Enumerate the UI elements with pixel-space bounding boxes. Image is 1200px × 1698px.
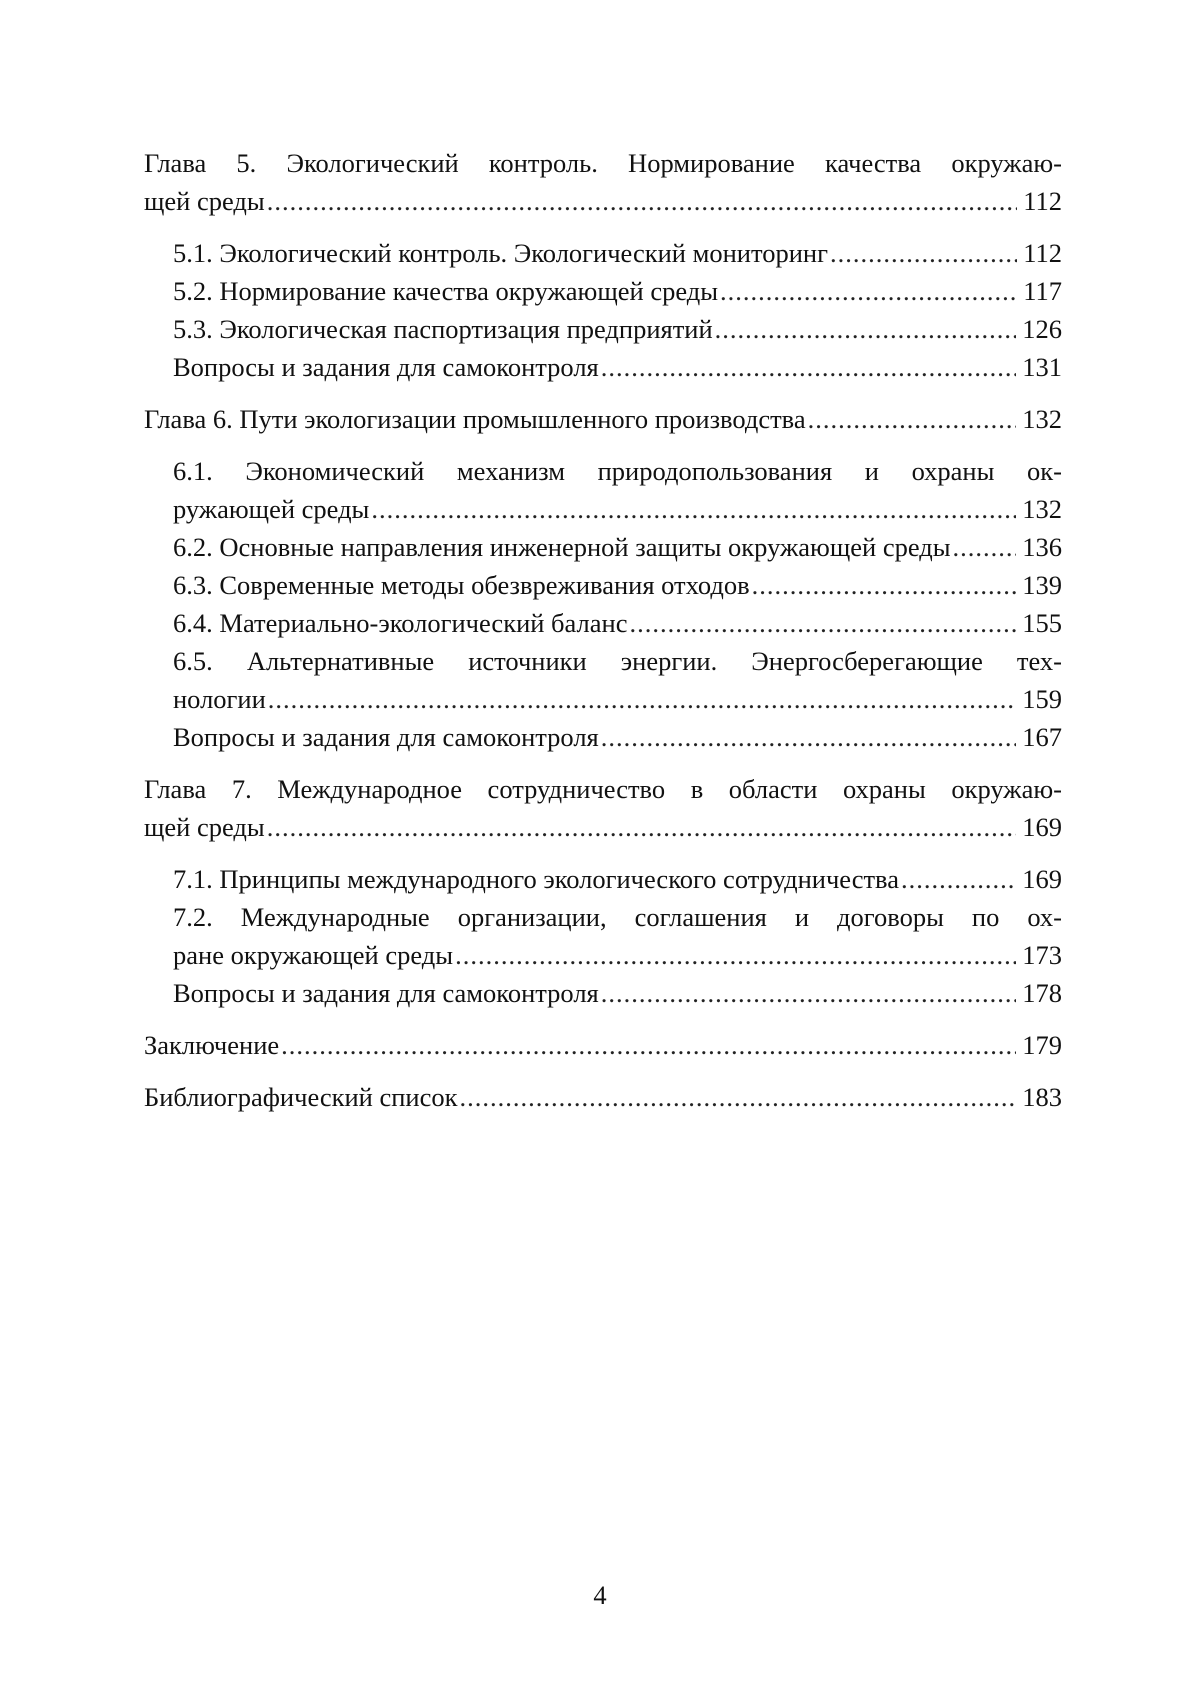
toc-entry-page: 136 bbox=[1022, 532, 1062, 562]
dot-leader bbox=[629, 604, 1016, 642]
toc-entry-last-line bbox=[173, 234, 1062, 272]
dot-leader bbox=[720, 272, 1017, 310]
toc-entry-title: 5.3. Экологическая паспортизация предприятий bbox=[173, 314, 713, 344]
toc-entry-page: 126 bbox=[1022, 314, 1062, 344]
toc-entry-last-line bbox=[173, 604, 1062, 642]
dot-leader bbox=[268, 680, 1016, 718]
dot-leader bbox=[953, 528, 1017, 566]
toc-entry-last-line bbox=[173, 718, 1062, 756]
toc-entry-page: 167 bbox=[1022, 722, 1062, 752]
dot-leader bbox=[901, 860, 1016, 898]
toc-entry-page: 132 bbox=[1022, 404, 1062, 434]
toc-entry-title: Заключение bbox=[144, 1030, 280, 1060]
toc-entry-page: 179 bbox=[1022, 1030, 1062, 1060]
toc-entry-title: 7.1. Принципы международного экологического сотрудничества bbox=[173, 864, 899, 894]
toc-entry-5-1[interactable] bbox=[144, 234, 1062, 272]
toc-entry-last-line bbox=[173, 566, 1062, 604]
toc-entry-title: нологии bbox=[173, 684, 266, 714]
toc-entry-last-line bbox=[173, 348, 1062, 386]
dot-leader bbox=[715, 310, 1017, 348]
toc-entry-6-4[interactable] bbox=[144, 604, 1062, 642]
toc-entry-title: 5.1. Экологический контроль. Экологический мониторинг bbox=[173, 238, 828, 268]
dot-leader bbox=[830, 234, 1017, 272]
toc-entry-last-line bbox=[173, 310, 1062, 348]
dot-leader bbox=[455, 936, 1016, 974]
toc-entry-title: ране окружающей среды bbox=[173, 940, 454, 970]
toc-entry-title: щей среды bbox=[144, 186, 265, 216]
toc-entry-page: 112 bbox=[1023, 238, 1062, 268]
toc-entry-6-3[interactable] bbox=[144, 566, 1062, 604]
toc-entry-page: 169 bbox=[1022, 864, 1062, 894]
toc-entry-title: 5.2. Нормирование качества окружающей среды bbox=[173, 276, 719, 306]
dot-leader bbox=[601, 348, 1017, 386]
toc-entry-page: 112 bbox=[1023, 186, 1062, 216]
toc-entry-title: Вопросы и задания для самоконтроля bbox=[173, 722, 599, 752]
toc-entry-page: 183 bbox=[1022, 1082, 1062, 1112]
toc-entry-last-line bbox=[173, 490, 1062, 528]
toc-entry-bibliography[interactable] bbox=[144, 1078, 1062, 1116]
toc-entry-page: 169 bbox=[1022, 812, 1062, 842]
dot-leader bbox=[281, 1026, 1016, 1064]
dot-leader bbox=[460, 1078, 1017, 1116]
toc-entry-title: ружающей среды bbox=[173, 494, 370, 524]
toc-entry-last-line bbox=[173, 860, 1062, 898]
toc-entry-title: Библиографический список bbox=[144, 1082, 458, 1112]
toc-entry-page: 117 bbox=[1023, 276, 1062, 306]
dot-leader bbox=[601, 974, 1017, 1012]
toc-entry-last-line bbox=[173, 680, 1062, 718]
toc-entry-page: 155 bbox=[1022, 608, 1062, 638]
toc-entry-last-line bbox=[173, 272, 1062, 310]
toc-entry-title: 6.2. Основные направления инженерной защиты окружающей среды bbox=[173, 532, 951, 562]
toc-entry-title: 6.3. Современные методы обезвреживания отходов bbox=[173, 570, 750, 600]
toc-entry-7-1[interactable] bbox=[144, 860, 1062, 898]
toc-entry-title-line: Глава 7. Международное сотрудничество в области охраны окружаю- bbox=[144, 774, 1062, 804]
page-number: 4 bbox=[593, 1580, 607, 1610]
toc-entry-title-line: 7.2. Международные организации, соглашения и договоры по ох- bbox=[173, 902, 1062, 932]
toc-entry-last-line bbox=[144, 182, 1062, 220]
toc-entry-title: щей среды bbox=[144, 812, 265, 842]
dot-leader bbox=[267, 182, 1018, 220]
dot-leader bbox=[752, 566, 1017, 604]
toc-entry-last-line bbox=[173, 528, 1062, 566]
toc-entry-last-line bbox=[144, 400, 1062, 438]
toc-entry-chapter-5[interactable] bbox=[144, 144, 1062, 220]
toc-entry-6-5[interactable] bbox=[144, 642, 1062, 718]
toc-entry-last-line bbox=[144, 808, 1062, 846]
toc-entry-chapter-7[interactable] bbox=[144, 770, 1062, 846]
toc-entry-last-line bbox=[144, 1026, 1062, 1064]
toc-entry-7-2[interactable] bbox=[144, 898, 1062, 974]
toc-entry-title: 6.4. Материально-экологический баланс bbox=[173, 608, 628, 638]
toc-entry-page: 159 bbox=[1022, 684, 1062, 714]
toc-entry-chapter-6[interactable] bbox=[144, 400, 1062, 438]
toc-entry-title-line: 6.5. Альтернативные источники энергии. Энергосберегающие тех- bbox=[173, 646, 1062, 676]
dot-leader bbox=[371, 490, 1016, 528]
table-of-contents bbox=[144, 144, 1062, 1116]
toc-entry-page: 178 bbox=[1022, 978, 1062, 1008]
toc-entry-title-line: Глава 5. Экологический контроль. Нормирование качества окружаю- bbox=[144, 148, 1062, 178]
toc-entry-last-line bbox=[144, 1078, 1062, 1116]
toc-entry-6-questions[interactable] bbox=[144, 718, 1062, 756]
toc-entry-page: 132 bbox=[1022, 494, 1062, 524]
toc-entry-conclusion[interactable] bbox=[144, 1026, 1062, 1064]
toc-entry-title-line: 6.1. Экономический механизм природопользования и охраны ок- bbox=[173, 456, 1062, 486]
toc-entry-title: Вопросы и задания для самоконтроля bbox=[173, 352, 599, 382]
dot-leader bbox=[601, 718, 1017, 756]
dot-leader bbox=[267, 808, 1017, 846]
toc-entry-page: 173 bbox=[1022, 940, 1062, 970]
toc-entry-page: 139 bbox=[1022, 570, 1062, 600]
toc-entry-title: Глава 6. Пути экологизации промышленного производства bbox=[144, 404, 806, 434]
toc-entry-title: Вопросы и задания для самоконтроля bbox=[173, 978, 599, 1008]
dot-leader bbox=[808, 400, 1017, 438]
toc-entry-page: 131 bbox=[1022, 352, 1062, 382]
toc-entry-5-2[interactable] bbox=[144, 272, 1062, 310]
toc-entry-last-line bbox=[173, 974, 1062, 1012]
toc-entry-6-2[interactable] bbox=[144, 528, 1062, 566]
toc-entry-7-questions[interactable] bbox=[144, 974, 1062, 1012]
toc-entry-6-1[interactable] bbox=[144, 452, 1062, 528]
toc-entry-last-line bbox=[173, 936, 1062, 974]
toc-entry-5-3[interactable] bbox=[144, 310, 1062, 348]
toc-entry-5-questions[interactable] bbox=[144, 348, 1062, 386]
